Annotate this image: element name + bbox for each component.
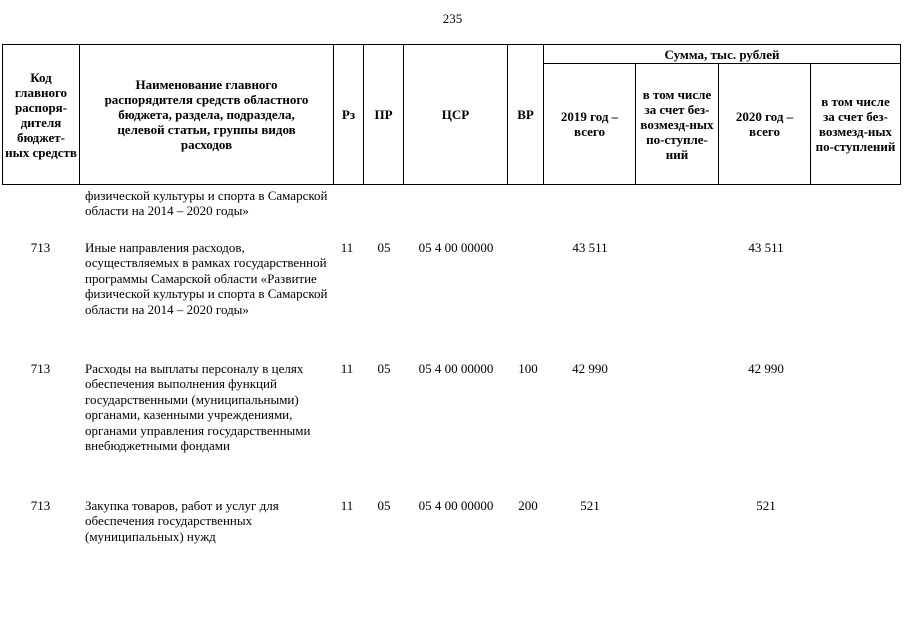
header-pr: ПР xyxy=(364,45,404,185)
continuation-text: физической культуры и спорта в Самарской области на 2014 – 2020 годы» xyxy=(85,188,328,219)
row-name: Иные направления расходов, осуществляемых в рамках государственной программы Самарской области «Развитие физической культуры и спорта в Самарской области на 2014 – 2020 годы» xyxy=(85,240,328,317)
row-2019: 42 990 xyxy=(572,361,608,376)
row-pr: 05 xyxy=(377,240,391,255)
row-2020: 42 990 xyxy=(748,361,784,376)
header-vr: ВР xyxy=(508,45,544,185)
row-code: 713 xyxy=(30,498,51,513)
header-name: Наименование главного распорядителя средств областного бюджета, раздела, подраздела, целевой статьи, группы видов расходов xyxy=(80,45,334,185)
header-2020-total: 2020 год – всего xyxy=(719,64,811,185)
row-vr: 100 xyxy=(518,361,538,376)
row-vr: 200 xyxy=(518,498,538,513)
header-2019-free: в том числе за счет без-возмезд-ных по-ступле-ний xyxy=(636,64,719,185)
row-code: 713 xyxy=(30,240,51,255)
row-pr: 05 xyxy=(377,361,391,376)
row-rz: 11 xyxy=(340,240,354,255)
row-name: Закупка товаров, работ и услуг для обеспечения государственных (муниципальных) нужд xyxy=(85,498,279,544)
table-header xyxy=(2,44,901,185)
header-csr: ЦСР xyxy=(404,45,508,185)
header-sum: Сумма, тыс. рублей xyxy=(544,45,901,64)
row-2020: 521 xyxy=(756,498,776,513)
row-name: Расходы на выплаты персоналу в целях обеспечения выполнения функций государственными (муниципальными) органами, казенными учреждениями, органами управления государственными внебюджетными фондами xyxy=(85,361,311,454)
row-csr: 05 4 00 00000 xyxy=(418,240,494,255)
header-rz: Рз xyxy=(334,45,364,185)
header-2019-total: 2019 год – всего xyxy=(544,64,636,185)
row-pr: 05 xyxy=(377,498,391,513)
row-code: 713 xyxy=(30,361,51,376)
row-rz: 11 xyxy=(340,498,354,513)
row-2019: 521 xyxy=(580,498,600,513)
row-csr: 05 4 00 00000 xyxy=(418,361,494,376)
page-number: 235 xyxy=(442,11,463,26)
row-2019: 43 511 xyxy=(572,240,608,255)
row-rz: 11 xyxy=(340,361,354,376)
header-code: Код главного распоря-дителя бюджет-ных средств xyxy=(3,45,80,185)
row-2020: 43 511 xyxy=(748,240,784,255)
row-csr: 05 4 00 00000 xyxy=(418,498,494,513)
header-2020-free: в том числе за счет без-возмезд-ных по-ступлений xyxy=(811,64,901,185)
